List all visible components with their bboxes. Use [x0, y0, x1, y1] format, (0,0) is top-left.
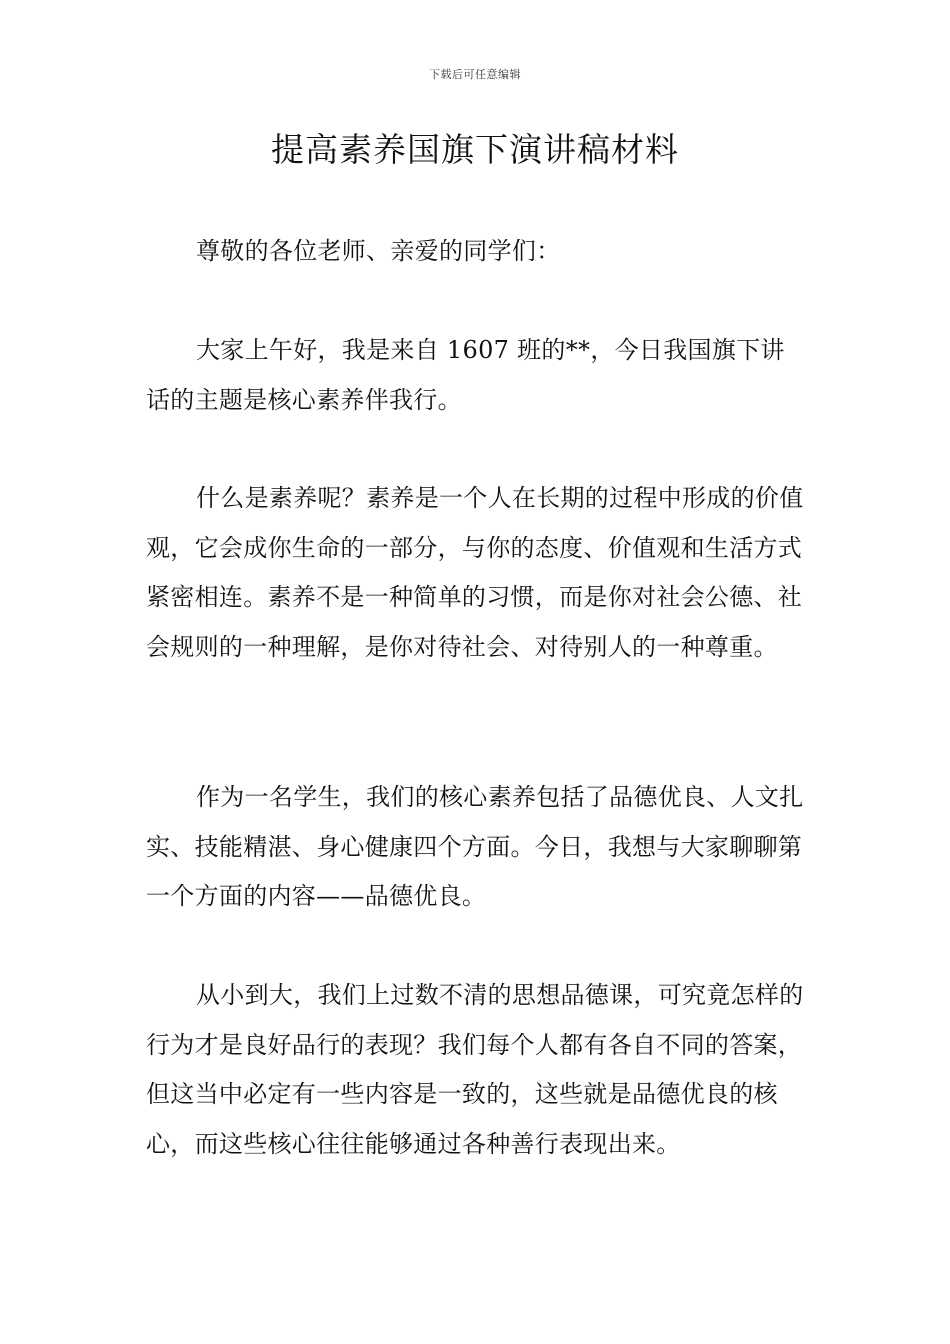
body-paragraph-2: 什么是素养呢？素养是一个人在长期的过程中形成的价值观，它会成你生命的一部分，与你的态度、价值观和生活方式紧密相连。素养不是一种简单的习惯，而是你对社会公德、社会规则的一种理解，是你对待社会、对待别人的一种尊重。 — [146, 484, 804, 661]
header-note: 下载后可任意编辑 — [429, 68, 521, 81]
document-title: 提高素养国旗下演讲稿材料 — [271, 130, 679, 169]
body-paragraph-4: 从小到大，我们上过数不清的思想品德课，可究竟怎样的行为才是良好品行的表现？我们每个人都有各自不同的答案，但这当中必定有一些内容是一致的，这些就是品德优良的核心，而这些核心往往能够通过各种善行表现出来。 — [146, 981, 804, 1158]
body-paragraph-3: 作为一名学生，我们的核心素养包括了品德优良、人文扎实、技能精湛、身心健康四个方面。今日，我想与大家聊聊第一个方面的内容——品德优良。 — [146, 783, 804, 910]
greeting-paragraph: 尊敬的各位老师、亲爱的同学们： — [196, 237, 561, 265]
body-paragraph-1: 大家上午好，我是来自 1607 班的**，今日我国旗下讲话的主题是核心素养伴我行。 — [146, 336, 785, 414]
